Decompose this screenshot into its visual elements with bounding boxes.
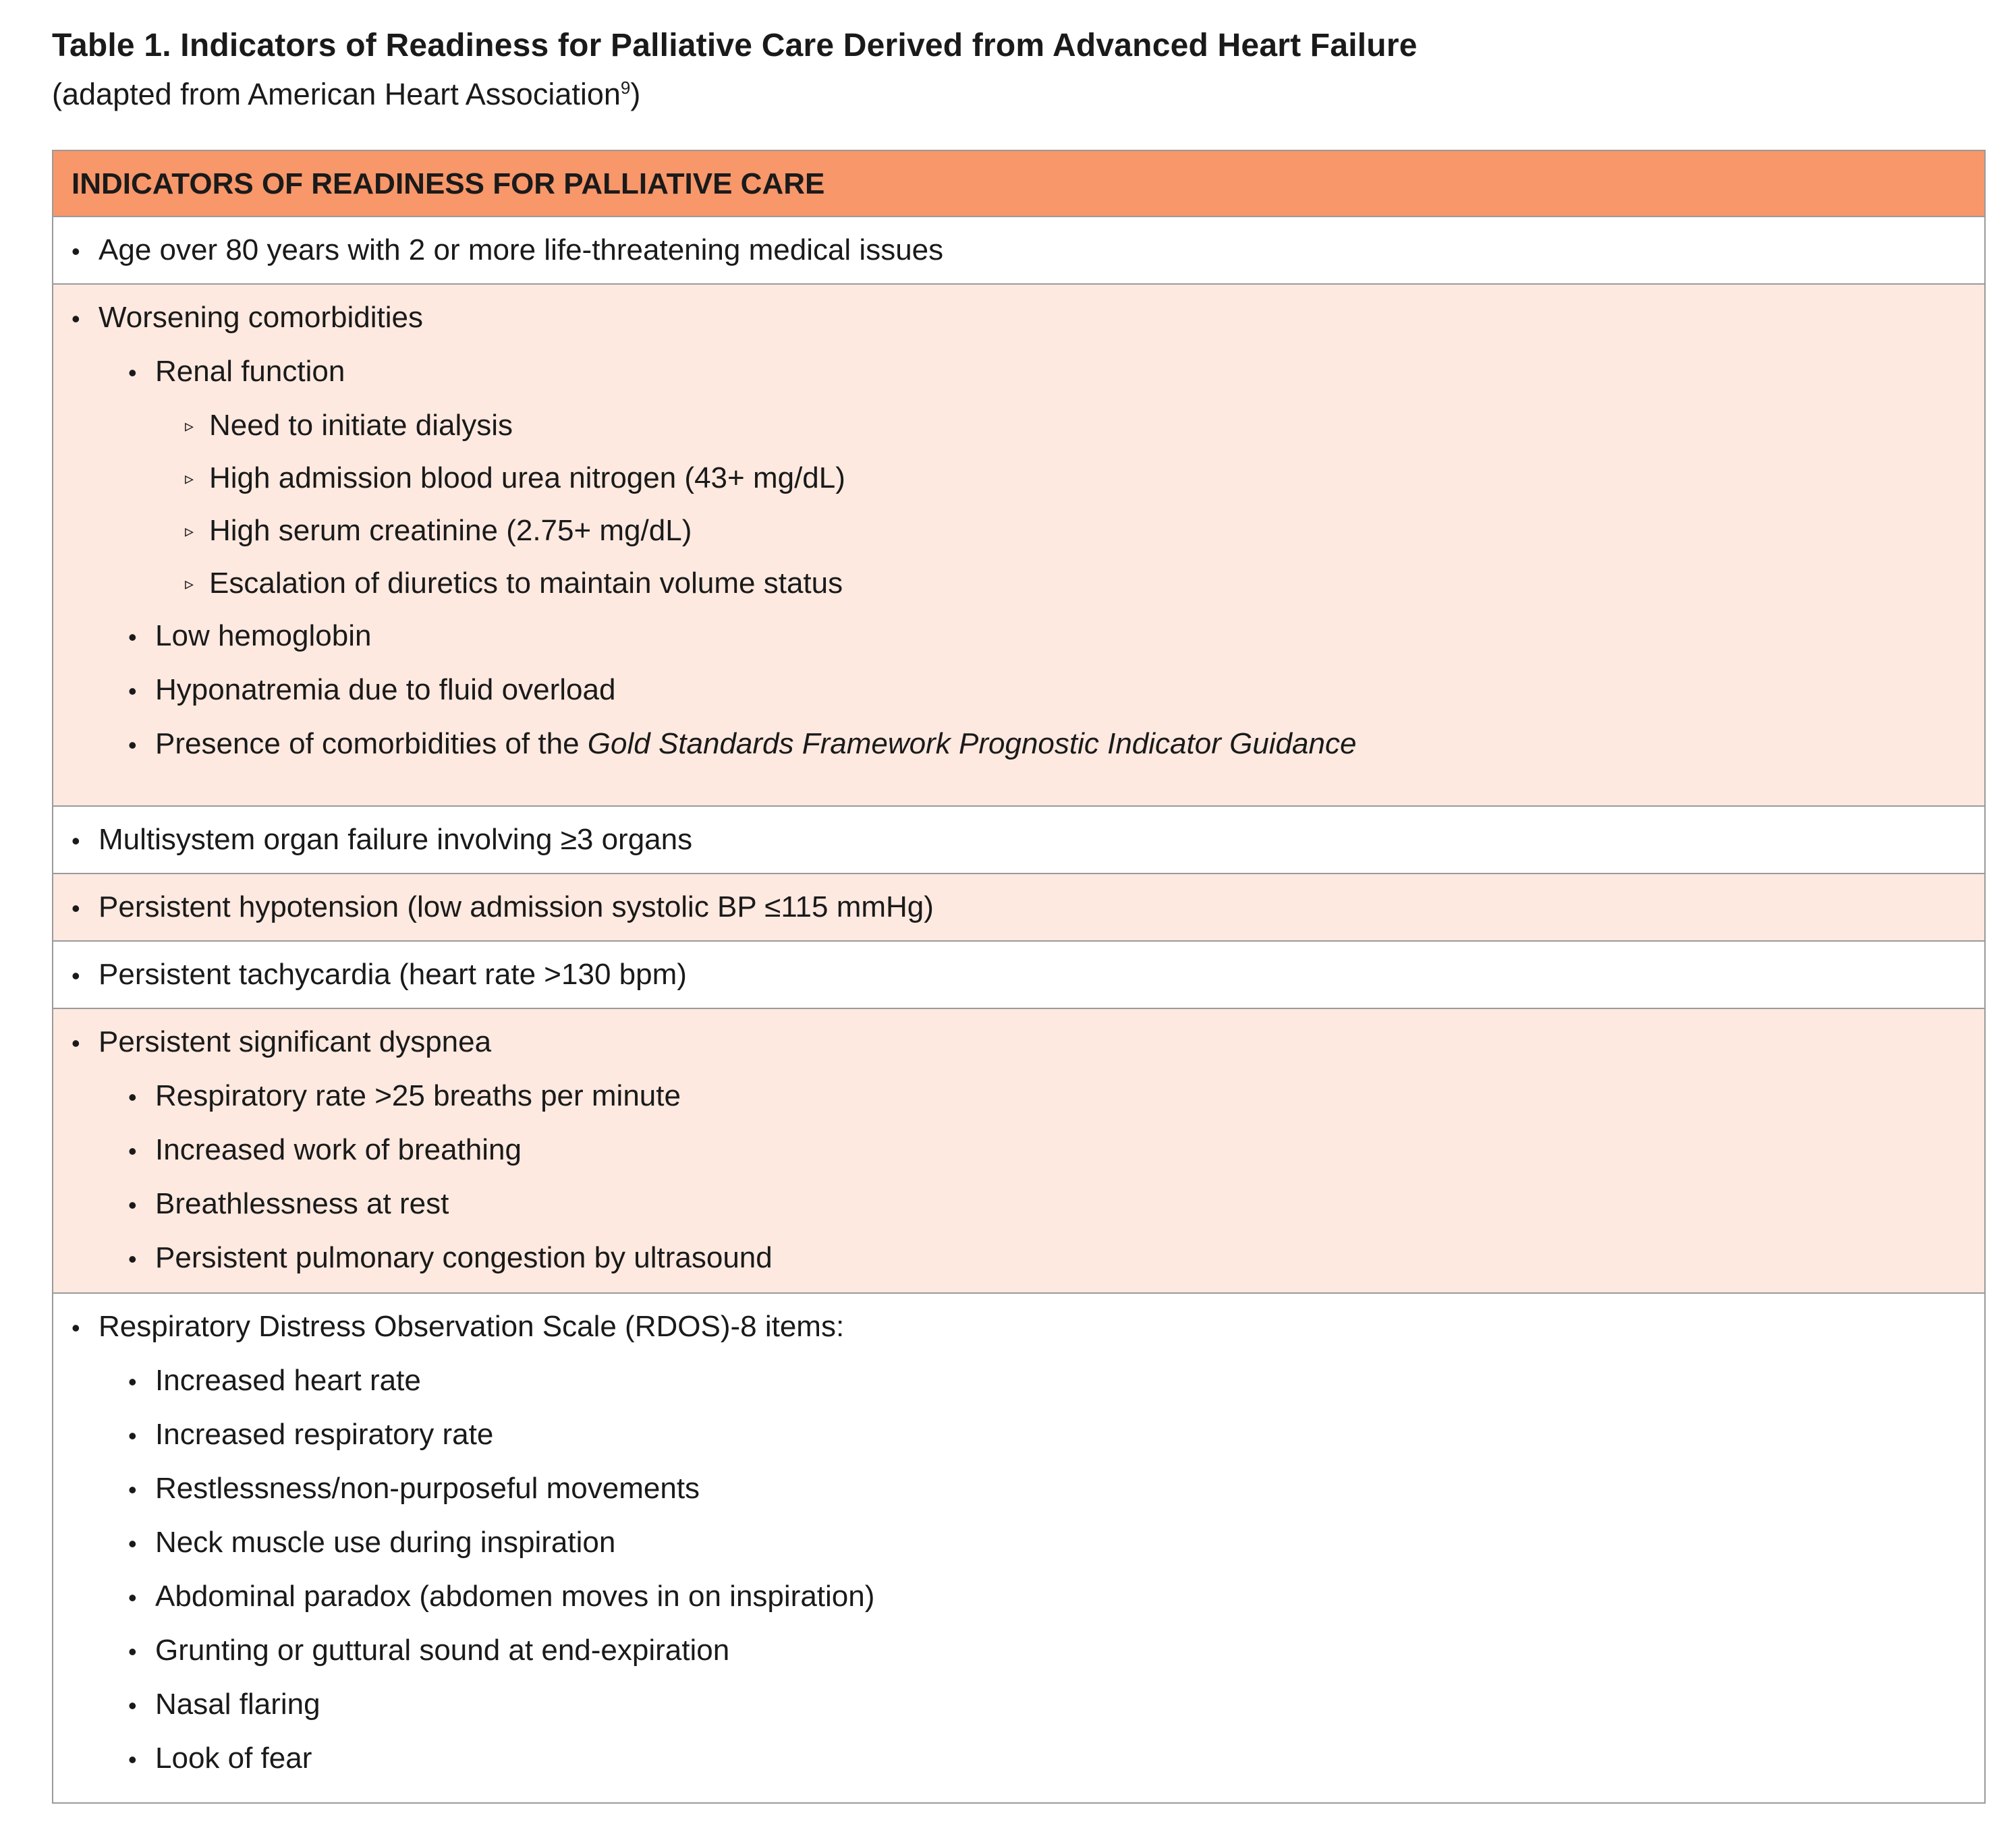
- item-text: Persistent pulmonary congestion by ultrasound: [155, 1241, 773, 1274]
- list-item: [72, 948, 1966, 1002]
- item-text: Grunting or guttural sound at end-expiration: [155, 1634, 730, 1667]
- list-item: [72, 505, 1966, 557]
- list-item: [72, 1016, 1966, 1070]
- triangle-bullet-icon: ▹: [185, 573, 194, 594]
- item-text: Persistent tachycardia (heart rate >130 bpm): [99, 958, 687, 991]
- item-text: Multisystem organ failure involving ≥3 organs: [99, 823, 693, 856]
- table-title: Table 1. Indicators of Readiness for Palliative Care Derived from Advanced Heart Failure: [52, 28, 1418, 63]
- bullet-icon: •: [128, 1083, 137, 1111]
- table-row: [53, 807, 1984, 874]
- list-item: [72, 557, 1966, 610]
- reference-superscript: 9: [620, 78, 631, 98]
- bullet-icon: •: [72, 1029, 80, 1057]
- list-item: [72, 1570, 1966, 1624]
- table-row: [53, 1294, 1984, 1802]
- list-item: [72, 1516, 1966, 1570]
- item-text: Age over 80 years with 2 or more life-threatening medical issues: [99, 233, 944, 266]
- bullet-icon: •: [72, 305, 80, 333]
- list-item: [72, 664, 1966, 718]
- item-text: Breathlessness at rest: [155, 1187, 449, 1220]
- item-text: Abdominal paradox (abdomen moves in on inspiration): [155, 1580, 875, 1613]
- bullet-icon: •: [128, 1368, 137, 1396]
- list-item: [72, 399, 1966, 452]
- item-text: Renal function: [155, 355, 345, 388]
- table-row: [53, 217, 1984, 285]
- table-row: [53, 942, 1984, 1009]
- item-text: Look of fear: [155, 1742, 312, 1775]
- bullet-icon: •: [72, 1314, 80, 1342]
- table-subtitle: [52, 73, 1982, 116]
- list-item: [72, 1232, 1966, 1286]
- item-text: High serum creatinine (2.75+ mg/dL): [209, 514, 692, 547]
- triangle-bullet-icon: ▹: [185, 416, 194, 436]
- list-item: [72, 1678, 1966, 1732]
- bullet-icon: •: [72, 962, 80, 990]
- list-item: [72, 1354, 1966, 1408]
- item-text: Increased heart rate: [155, 1364, 421, 1397]
- bullet-icon: •: [128, 1191, 137, 1219]
- list-item: [72, 452, 1966, 505]
- item-text: Nasal flaring: [155, 1688, 320, 1721]
- table-row: [53, 285, 1984, 807]
- item-text: Need to initiate dialysis: [209, 409, 513, 442]
- bullet-icon: •: [72, 237, 80, 265]
- bullet-icon: •: [128, 1584, 137, 1611]
- bullet-icon: •: [72, 827, 80, 855]
- bullet-icon: •: [128, 731, 137, 759]
- list-item: [72, 1124, 1966, 1178]
- list-item: [72, 1624, 1966, 1678]
- bullet-icon: •: [128, 1746, 137, 1773]
- list-item: [72, 224, 1966, 278]
- list-item: [72, 813, 1966, 867]
- item-text: Neck muscle use during inspiration: [155, 1526, 616, 1559]
- item-text: High admission blood urea nitrogen (43+ mg/dL): [209, 461, 845, 494]
- item-text: Hyponatremia due to fluid overload: [155, 673, 616, 706]
- list-item: [72, 345, 1966, 399]
- item-text: Respiratory rate >25 breaths per minute: [155, 1079, 681, 1112]
- item-text: Respiratory Distress Observation Scale (RDOS)-8 items:: [99, 1310, 845, 1343]
- item-text: Presence of comorbidities of the: [155, 727, 588, 760]
- indicators-table: [52, 150, 1986, 1804]
- bullet-icon: •: [128, 1692, 137, 1719]
- triangle-bullet-icon: ▹: [185, 521, 194, 541]
- list-item: [72, 1462, 1966, 1516]
- list-item: [72, 718, 1966, 772]
- item-text: Escalation of diuretics to maintain volume status: [209, 567, 843, 600]
- guidance-title: Gold Standards Framework Prognostic Indicator Guidance: [587, 727, 1357, 760]
- bullet-icon: •: [128, 1476, 137, 1504]
- list-item: [72, 881, 1966, 935]
- list-item: [72, 291, 1966, 345]
- item-text: Increased work of breathing: [155, 1133, 522, 1166]
- item-text: Worsening comorbidities: [99, 301, 423, 334]
- table-row: [53, 1009, 1984, 1294]
- list-item: [72, 1178, 1966, 1232]
- bullet-icon: •: [128, 677, 137, 705]
- item-text: Restlessness/non-purposeful movements: [155, 1472, 700, 1505]
- item-text: Low hemoglobin: [155, 619, 372, 652]
- table-row: [53, 874, 1984, 942]
- bullet-icon: •: [128, 1137, 137, 1165]
- item-text: Increased respiratory rate: [155, 1418, 494, 1451]
- table-caption: [52, 24, 1982, 116]
- bullet-icon: •: [128, 623, 137, 651]
- bullet-icon: •: [72, 894, 80, 922]
- bullet-icon: •: [128, 1638, 137, 1665]
- bullet-icon: •: [128, 1245, 137, 1273]
- list-item: [72, 1300, 1966, 1354]
- triangle-bullet-icon: ▹: [185, 468, 194, 488]
- list-item: [72, 1070, 1966, 1124]
- subtitle-text: (adapted from American Heart Association: [52, 77, 621, 111]
- bullet-icon: •: [128, 359, 137, 387]
- subtitle-close: ): [630, 77, 641, 111]
- list-item: [72, 1732, 1966, 1786]
- bullet-icon: •: [128, 1422, 137, 1450]
- list-item: [72, 1408, 1966, 1462]
- item-text: Persistent hypotension (low admission systolic BP ≤115 mmHg): [99, 890, 934, 923]
- item-text: Persistent significant dyspnea: [99, 1025, 492, 1058]
- bullet-icon: •: [128, 1530, 137, 1557]
- table-header: INDICATORS OF READINESS FOR PALLIATIVE CARE: [53, 151, 1984, 217]
- list-item: [72, 610, 1966, 664]
